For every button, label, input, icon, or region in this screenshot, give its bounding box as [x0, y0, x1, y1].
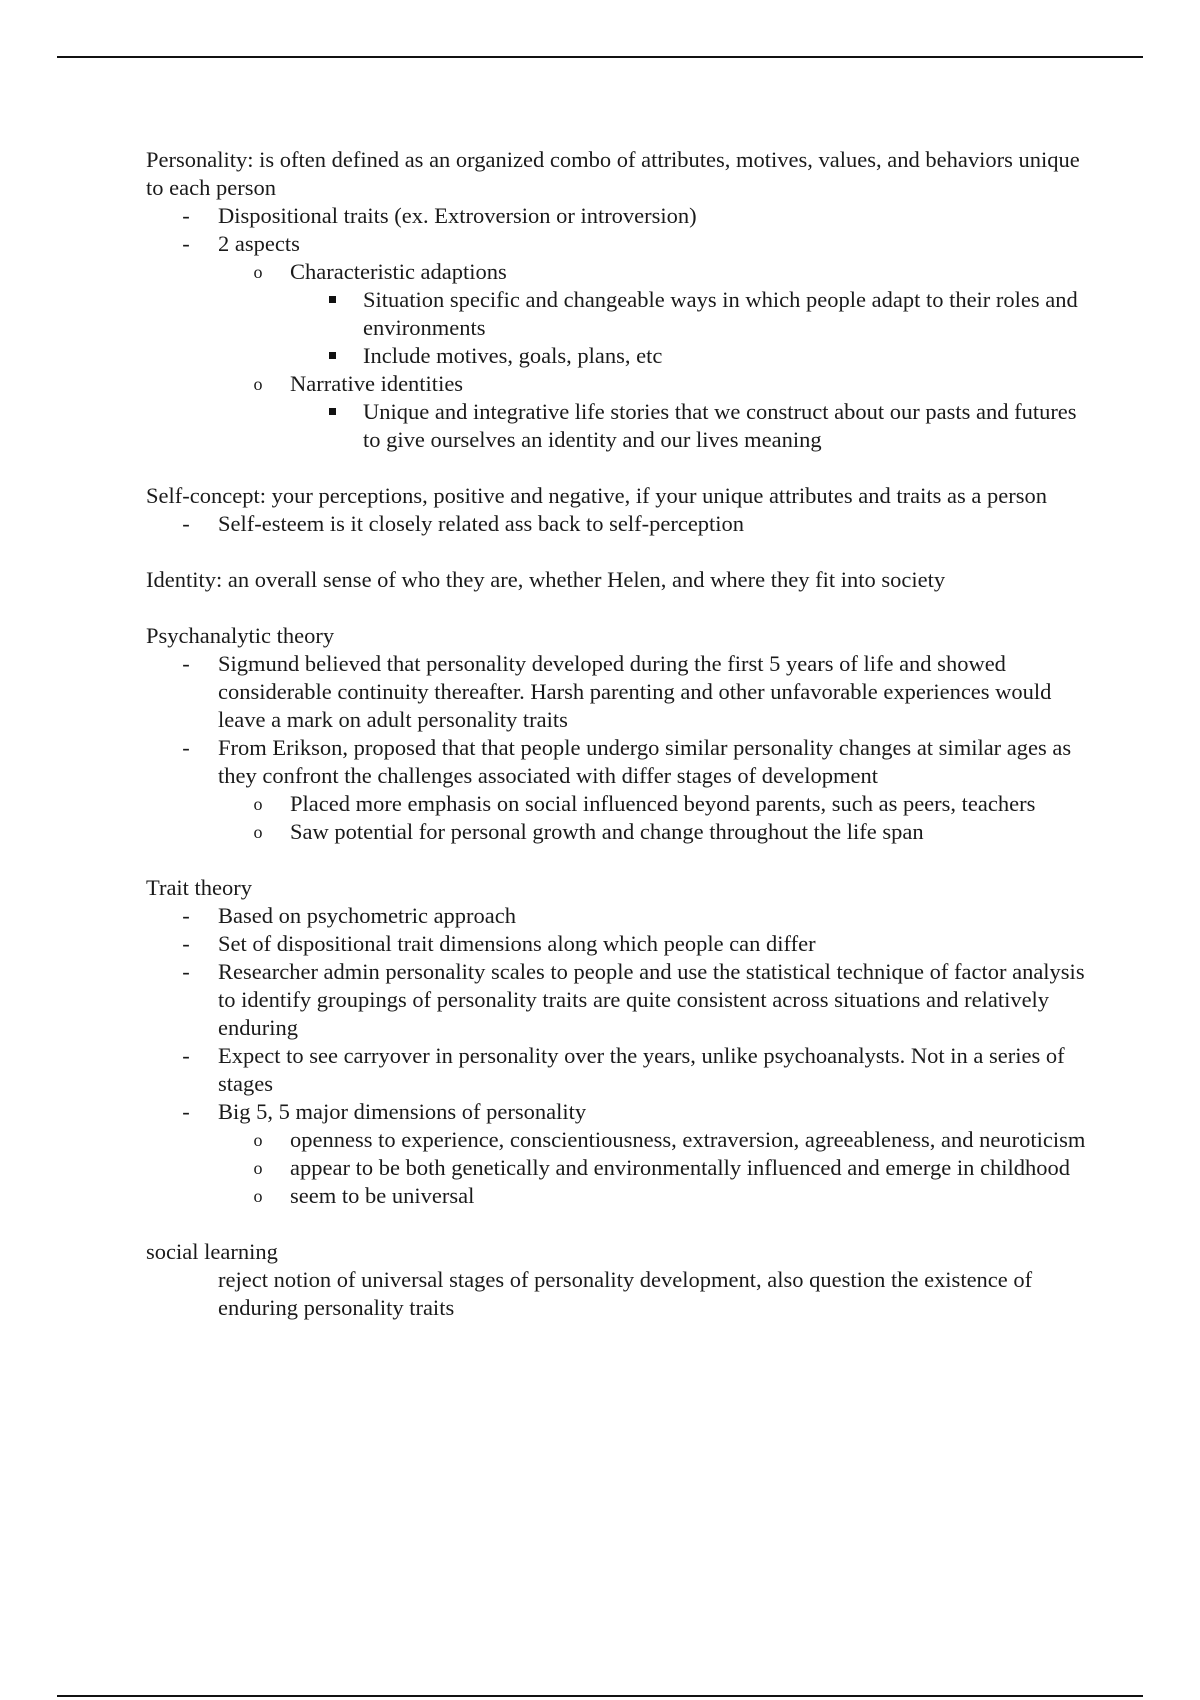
psychoanalytic-heading: Psychanalytic theory [146, 623, 335, 648]
dash-marker: - [182, 931, 190, 956]
dash-marker: - [182, 1099, 190, 1124]
circle-marker: o [253, 794, 263, 814]
list-item: - Big 5, 5 major dimensions of personality [146, 1098, 1086, 1126]
section-psychoanalytic [146, 622, 1086, 846]
dash-marker: - [182, 903, 190, 928]
list-item: - Dispositional traits (ex. Extroversion or introversion) [146, 202, 1086, 230]
list-item: o Saw potential for personal growth and change throughout the life span [146, 818, 1086, 846]
top-rule [57, 56, 1143, 58]
section-self-concept [146, 482, 1086, 538]
circle-marker: o [253, 374, 263, 394]
square-bullet-icon [322, 286, 342, 314]
dash-marker: - [182, 735, 190, 760]
list-item: - Self-esteem is it closely related ass back to self-perception [146, 510, 1086, 538]
circle-marker: o [253, 1186, 263, 1206]
section-trait-theory [146, 874, 1086, 1210]
list-item: - Set of dispositional trait dimensions along which people can differ [146, 930, 1086, 958]
square-bullet-icon [322, 342, 342, 370]
circle-marker: o [253, 262, 263, 282]
dash-marker: - [182, 511, 190, 536]
list-item: - Based on psychometric approach [146, 902, 1086, 930]
dash-marker: - [182, 203, 190, 228]
list-item: o Placed more emphasis on social influenced beyond parents, such as peers, teachers [146, 790, 1086, 818]
list-item: o Characteristic adaptions [146, 258, 1086, 286]
section-social-learning [146, 1238, 1086, 1322]
identity-definition: Identity: an overall sense of who they are, whether Helen, and where they fit into society [146, 567, 946, 592]
self-concept-definition: Self-concept: your perceptions, positive and negative, if your unique attributes and traits as a person [146, 483, 1047, 508]
social-learning-text: reject notion of universal stages of personality development, also question the existence of enduring personality traits [218, 1267, 1033, 1320]
list-item: - From Erikson, proposed that that people undergo similar personality changes at similar ages as they confront the challenges associated with differ stages of development [146, 734, 1086, 790]
circle-marker: o [253, 822, 263, 842]
dash-marker: - [182, 1043, 190, 1068]
list-item: Include motives, goals, plans, etc [146, 342, 1086, 370]
dash-marker: - [182, 651, 190, 676]
list-item: o openness to experience, conscientiousness, extraversion, agreeableness, and neuroticism [146, 1126, 1086, 1154]
trait-theory-heading: Trait theory [146, 875, 253, 900]
dash-marker: - [182, 231, 190, 256]
social-learning-heading: social learning [146, 1239, 278, 1264]
dash-marker: - [182, 959, 190, 984]
list-item: o seem to be universal [146, 1182, 1086, 1210]
list-item: o appear to be both genetically and environmentally influenced and emerge in childhood [146, 1154, 1086, 1182]
list-item: - Sigmund believed that personality developed during the first 5 years of life and showed considerable continuity thereafter. Harsh parenting and other unfavorable experiences would leave a mark on adult personality traits [146, 650, 1086, 734]
square-bullet-icon [322, 398, 342, 426]
section-identity [146, 566, 1086, 594]
list-item: - Researcher admin personality scales to people and use the statistical technique of factor analysis to identify groupings of personality traits are quite consistent across situations and relatively enduring [146, 958, 1086, 1042]
list-item: Unique and integrative life stories that we construct about our pasts and futures to give ourselves an identity and our lives meaning [146, 398, 1086, 454]
circle-marker: o [253, 1158, 263, 1178]
list-item: o Narrative identities [146, 370, 1086, 398]
circle-marker: o [253, 1130, 263, 1150]
list-item: - 2 aspects [146, 230, 1086, 258]
list-item: - Expect to see carryover in personality over the years, unlike psychoanalysts. Not in a series of stages [146, 1042, 1086, 1098]
section-personality [146, 146, 1086, 454]
list-item: Situation specific and changeable ways in which people adapt to their roles and environments [146, 286, 1086, 342]
document-body [146, 146, 1086, 1350]
personality-definition: Personality: is often defined as an organized combo of attributes, motives, values, and behaviors unique to each person [146, 147, 1080, 200]
bottom-rule [57, 1695, 1143, 1697]
